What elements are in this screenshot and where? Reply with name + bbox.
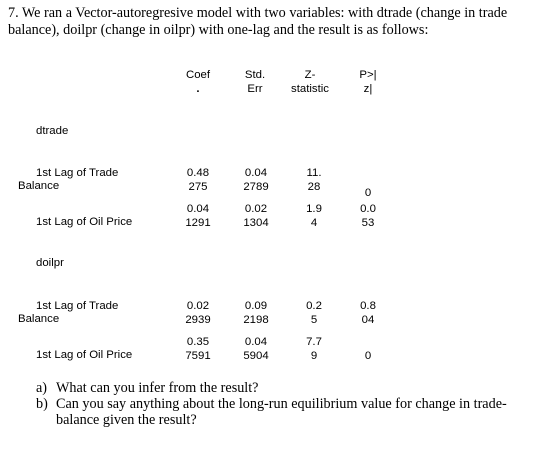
header-coef-label: Coef [185,69,211,81]
cell-p-line1 [353,335,383,349]
cell-p [353,202,383,230]
header-std-err [232,68,278,96]
subquestion-a-marker: a) [36,380,48,396]
cell-z [294,166,334,194]
cell-std-line1: 0.02 [244,203,268,215]
header-z-statistic [284,68,336,96]
cell-p-line1: 0.8 [360,300,376,312]
section-label-dtrade: dtrade [36,125,69,137]
header-z-line1: Z- [304,69,316,81]
cell-z-line2: 9 [310,350,318,362]
cell-p-line1 [353,166,383,180]
cell-z-line1: 7.7 [306,336,322,348]
cell-std-line2: 1304 [243,217,269,229]
cell-std-err [229,299,283,327]
cell-p-line1: 0.0 [360,203,376,215]
header-coef-mark: . [196,83,200,95]
cell-std-line1: 0.09 [244,300,268,312]
cell-coef-line2: 2939 [185,314,211,326]
question-text: 7. We ran a Vector-autoregresive model with two variables: with dtrade (change in trade balance), doilpr (change in oilpr) with one-lag and the result is as follows: [8,5,508,38]
cell-std-line2: 2789 [243,181,269,193]
header-z-line2: statistic [291,83,329,95]
cell-z-line2: 5 [310,314,318,326]
cell-z-line1: 0.2 [306,300,322,312]
subquestion-b-text: Can you say anything about the long-run equilibrium value for change in trade-balance given the result? [56,396,507,428]
section-label-doilpr: doilpr [36,257,64,269]
cell-p-line2: 0 [364,187,372,199]
row-label-line2: Balance [18,180,60,192]
header-std-line1: Std. [244,69,266,81]
cell-z [294,202,334,230]
cell-p-line2: 53 [361,217,375,229]
cell-p-line2: 0 [364,350,372,362]
subquestion-a-text: What can you infer from the result? [56,380,259,396]
cell-z-line1: 11. [306,167,322,179]
cell-z [294,299,334,327]
cell-p [353,299,383,327]
cell-coef [170,335,226,363]
header-p-value [353,68,383,96]
cell-z-line2: 4 [310,217,318,229]
cell-std-err [229,166,283,194]
cell-coef-line1: 0.48 [186,167,210,179]
cell-coef-line1: 0.02 [186,300,210,312]
row-label-line1: 1st Lag of Trade [36,300,119,312]
cell-std-line1: 0.04 [244,167,268,179]
cell-coef-line1: 0.35 [186,336,210,348]
cell-p [353,166,383,200]
cell-p-line2: 04 [361,314,375,326]
cell-z-line2: 28 [307,181,321,193]
cell-z [294,335,334,363]
cell-coef-line2: 7591 [185,350,211,362]
cell-coef [170,202,226,230]
cell-p [353,335,383,363]
row-label-line1: 1st Lag of Trade [36,167,119,179]
cell-coef-line1: 0.04 [186,203,210,215]
cell-coef [170,166,226,194]
row-label-line2: Balance [18,313,60,325]
cell-std-line1: 0.04 [244,336,268,348]
cell-coef [170,299,226,327]
cell-coef-line2: 1291 [185,217,211,229]
row-label-line1: 1st Lag of Oil Price [36,216,133,228]
header-p-line2: z| [363,83,373,95]
cell-std-err [229,335,283,363]
cell-std-line2: 2198 [243,314,269,326]
cell-coef-line2: 275 [188,181,208,193]
cell-z-line1: 1.9 [306,203,322,215]
row-label-line1: 1st Lag of Oil Price [36,349,133,361]
subquestion-b-marker: b) [36,396,48,412]
cell-std-err [229,202,283,230]
header-coef [178,68,218,96]
cell-std-line2: 5904 [243,350,269,362]
header-std-line2: Err [247,83,263,95]
header-p-line1: P>| [359,69,377,81]
